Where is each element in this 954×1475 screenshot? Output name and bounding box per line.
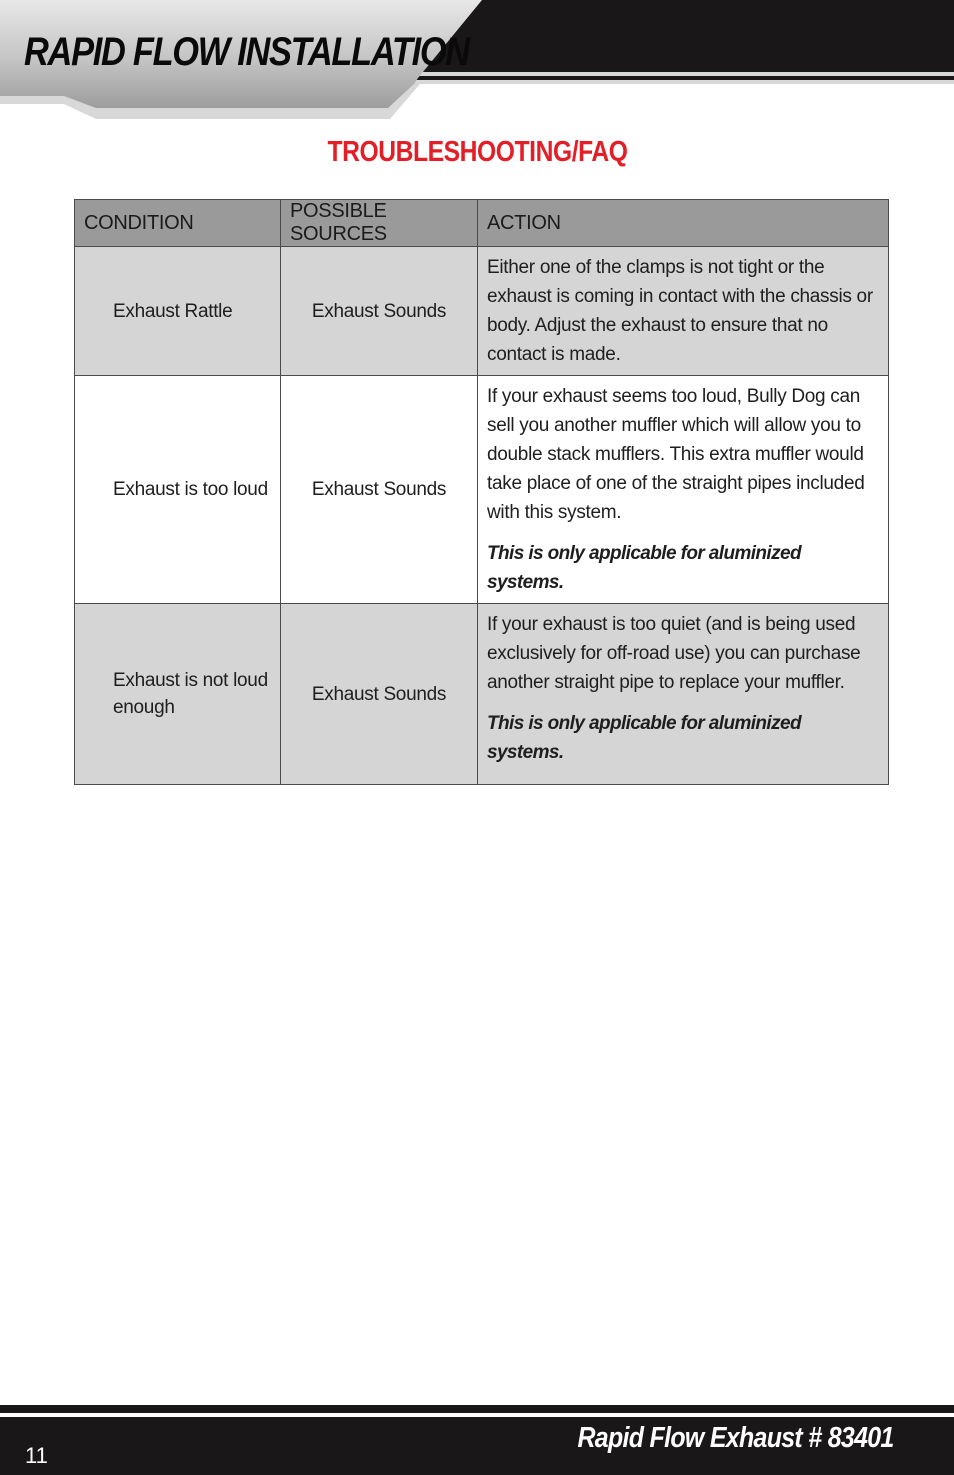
page-header-title: RAPID FLOW INSTALLATION <box>24 30 469 74</box>
source-cell: Exhaust Sounds <box>281 376 478 604</box>
column-header-action: ACTION <box>478 200 889 247</box>
table-row <box>75 604 889 785</box>
action-cell <box>478 376 889 604</box>
column-header-possible-sources: POSSIBLE SOURCES <box>281 200 478 247</box>
footer-product-title: Rapid Flow Exhaust # 83401 <box>577 1422 894 1454</box>
source-cell: Exhaust Sounds <box>281 604 478 785</box>
troubleshooting-table <box>74 199 889 785</box>
action-note: This is only applicable for aluminized systems. <box>487 543 801 593</box>
action-text: Either one of the clamps is not tight or the exhaust is coming in contact with the chassis or body. Adjust the exhaust to ensure that no contact is made. <box>487 257 873 365</box>
action-cell <box>478 247 889 376</box>
action-note: This is only applicable for aluminized systems. <box>487 713 801 763</box>
column-header-condition: CONDITION <box>75 200 281 247</box>
action-text: If your exhaust is too quiet (and is being used exclusively for off-road use) you can purchase another straight pipe to replace your muffler. <box>487 614 861 693</box>
section-title <box>0 136 954 169</box>
page-number: 11 <box>25 1443 48 1468</box>
condition-cell: Exhaust is not loud enough <box>75 604 281 785</box>
table-row <box>75 247 889 376</box>
condition-cell: Exhaust Rattle <box>75 247 281 376</box>
action-cell <box>478 604 889 785</box>
condition-cell: Exhaust is too loud <box>75 376 281 604</box>
page-header <box>0 0 954 125</box>
source-cell: Exhaust Sounds <box>281 247 478 376</box>
table-header-row <box>75 200 889 247</box>
table-row <box>75 376 889 604</box>
action-text: If your exhaust seems too loud, Bully Dog can sell you another muffler which will allow you to double stack mufflers. This extra muffler would take place of one of the straight pipes included with this system. <box>487 386 865 523</box>
section-title-text: TROUBLESHOOTING/FAQ <box>326 136 628 168</box>
